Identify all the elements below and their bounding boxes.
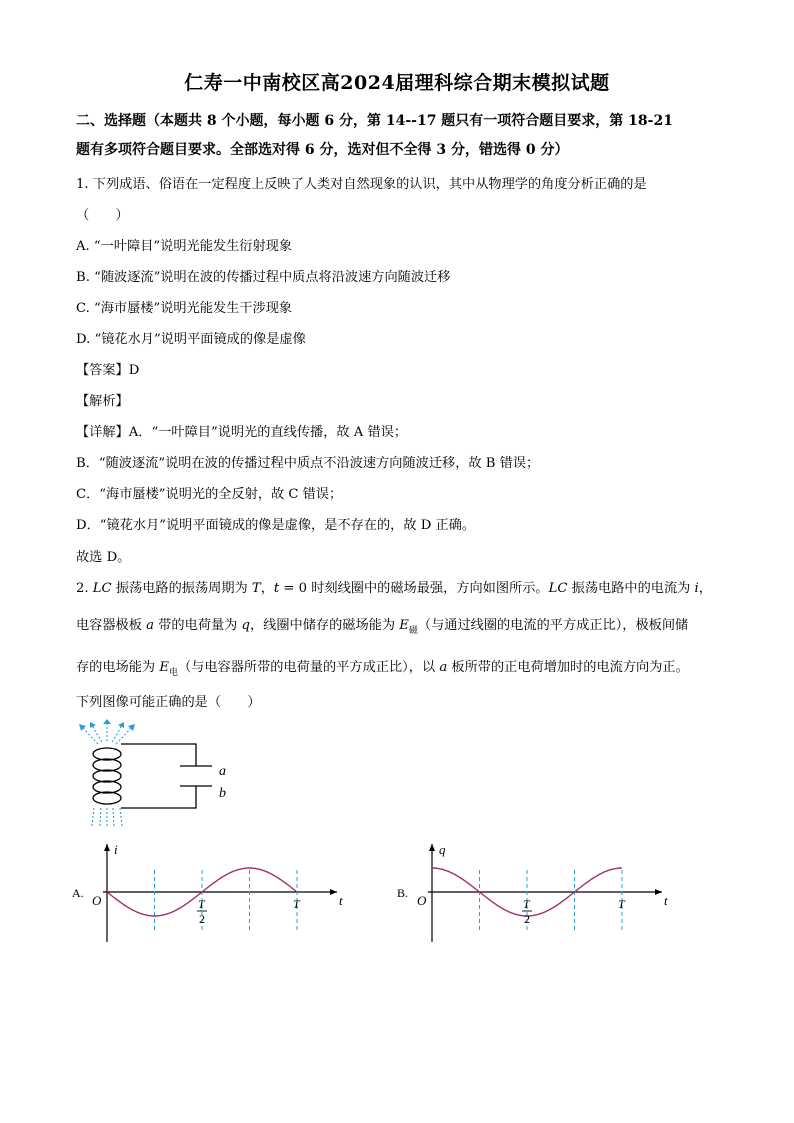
inductor-coil (93, 748, 121, 804)
circuit-wires (121, 744, 212, 808)
q1-bracket: （ ） (76, 208, 129, 223)
magnetic-field-lines (82, 723, 132, 826)
tick-label-half-period-num: T (198, 897, 205, 911)
plate-b-label: b (219, 786, 226, 801)
x-axis-arrow-icon (330, 889, 337, 895)
origin-label: O (417, 893, 427, 908)
q1-detail-b: B．“随波逐流”说明在波的传播过程中质点不沿波速方向随波迁移，故 B 错误； (76, 456, 540, 471)
tick-label-half-period-den: 2 (524, 912, 530, 926)
q1-option-d: D. “镜花水月”说明平面镜成的像是虚像 (76, 332, 306, 347)
q1-detail-c: C．“海市蜃楼”说明光的全反射，故 C 错误； (76, 487, 343, 502)
y-axis-arrow-icon (104, 844, 110, 851)
q1-detail-a: 【详解】A．“一叶障目”说明光的直线传播，故 A 错误； (76, 425, 408, 440)
q2-stem-line1: 2. LC 振荡电路的振荡周期为 T，t = 0 时刻线圈中的磁场最强，方向如图所示。LC 振荡电路中的电流为 i， (76, 581, 712, 596)
tick-label-half-period-den: 2 (199, 912, 205, 926)
section-header-line2: 题有多项符合题目要求。全部选对得 6 分，选对但不全得 3 分，错选得 0 分） (76, 142, 569, 158)
tick-label-period: T (618, 897, 625, 911)
q2-stem-line3: 存的电场能为 $E_电$（与电容器所带的电荷量的平方成正比），以 a 板所带的正电荷增加时的电流方向为正。 (76, 660, 689, 678)
y-axis-arrow-icon (429, 844, 435, 851)
tick-label-period: T (293, 897, 300, 911)
q1-option-c: C. “海市蜃楼”说明光能发生干涉现象 (76, 301, 293, 316)
origin-label: O (92, 893, 102, 908)
plate-a-label: a (219, 764, 226, 779)
lc-circuit-diagram (76, 722, 246, 832)
q1-stem: 1. 下列成语、俗语在一定程度上反映了人类对自然现象的认识，其中从物理学的角度分析正确的是 (76, 177, 647, 192)
graph-b-option-label: B. (397, 886, 409, 900)
page-title: 仁寿一中南校区高2024届理科综合期末模拟试题 (184, 72, 610, 94)
q1-analysis-label: 【解析】 (76, 394, 129, 409)
q1-conclusion: 故选 D。 (76, 550, 131, 565)
q1-option-b: B. “随波逐流”说明在波的传播过程中质点将沿波速方向随波迁移 (76, 270, 451, 285)
q1-answer: 【答案】D (76, 363, 140, 378)
q2-stem-line2: 电容器极板 a 带的电荷量为 q，线圈中储存的磁场能为 $E_磁$（与通过线圈的电流的平方成正比），极板间储 (76, 618, 689, 636)
graph-a-option-label: A. (72, 886, 84, 900)
q2-stem-line4: 下列图像可能正确的是（ ） (76, 695, 261, 710)
x-axis-arrow-icon (655, 889, 662, 895)
y-axis-label: i (114, 842, 118, 857)
q1-option-a: A. “一叶障目”说明光能发生衍射现象 (76, 239, 293, 254)
graph-b-chart (413, 838, 668, 948)
y-axis-label: q (439, 842, 446, 857)
tick-label-half-period-num: T (523, 897, 530, 911)
x-axis-label: t (339, 893, 343, 908)
q1-detail-d: D．“镜花水月”说明平面镜成的像是虚像，是不存在的，故 D 正确。 (76, 518, 476, 533)
section-header-line1: 二、选择题（本题共 8 个小题，每小题 6 分，第 14--17 题只有一项符合题目要求，第 18-21 (76, 113, 673, 129)
x-axis-label: t (664, 893, 668, 908)
graph-a-chart (88, 838, 343, 948)
